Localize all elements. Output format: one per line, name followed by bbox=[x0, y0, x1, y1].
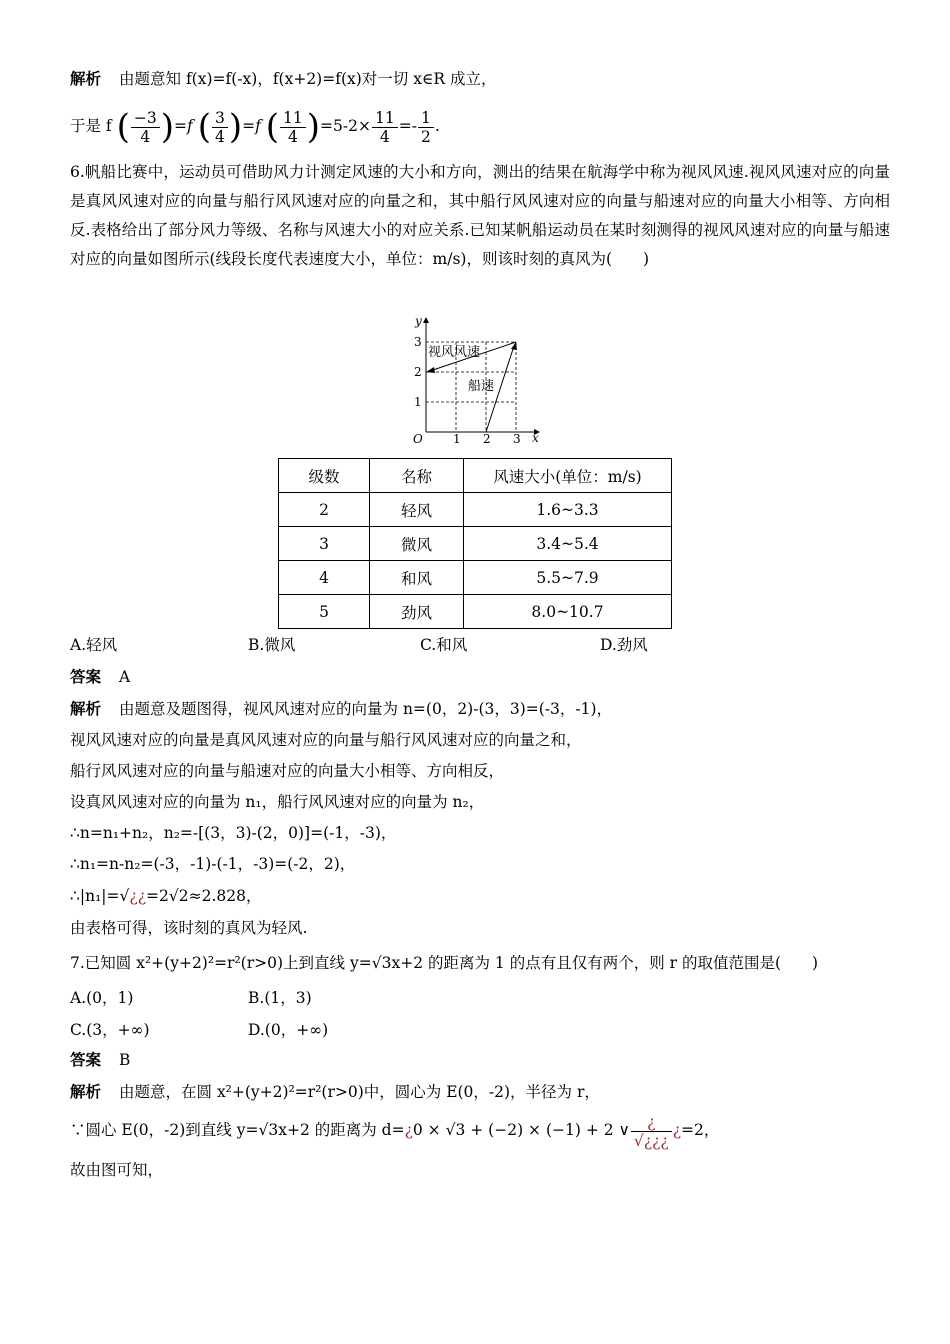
q7-solution-line-3: 故由图可知， bbox=[70, 1161, 164, 1179]
x-axis-label: x bbox=[532, 431, 539, 445]
table-cell: 和风 bbox=[370, 561, 464, 595]
table-cell: 5 bbox=[279, 595, 370, 629]
q6-solution-line-6: ∴n₁=n-n₂=(-3，-1)-(-1，-3)=(-2，2)， bbox=[70, 855, 356, 873]
y-tick-1: 1 bbox=[414, 395, 422, 409]
q6-solution-line-3: 船行风风速对应的向量与船速对应的向量大小相等、方向相反， bbox=[70, 762, 505, 780]
y-tick-3: 3 bbox=[414, 335, 422, 349]
q7-option-c: C.(3，+∞) bbox=[70, 1021, 150, 1039]
q6-answer-label: 答案 bbox=[70, 668, 102, 686]
table-cell: 2 bbox=[279, 493, 370, 527]
q6-option-c: C.和风 bbox=[420, 636, 468, 654]
wind-scale-table bbox=[278, 458, 672, 629]
q7-answer-line bbox=[70, 1049, 890, 1071]
q6-option-d: D.劲风 bbox=[600, 636, 648, 654]
table-row bbox=[279, 527, 672, 561]
garbled-fraction: $\frac{¿}{√¿¿¿}$ bbox=[631, 1113, 672, 1150]
garbled-symbol: ¿ bbox=[672, 1121, 682, 1139]
table-cell: 微风 bbox=[370, 527, 464, 561]
vector-figure bbox=[408, 312, 548, 448]
prev-solution-line-1 bbox=[70, 68, 890, 90]
table-header-row bbox=[279, 459, 672, 493]
q6-solution-line-4: 设真风风速对应的向量为 n₁，船行风风速对应的向量为 n₂， bbox=[70, 793, 485, 811]
prev-solution-line-2: 于是 f ( $\frac{-3}{4}$ )=f ( $\frac{3}{4}$ )=f ( $\frac{11}{4}$ )=5-2× $\frac{11}{4}$ =- $\frac{1}{2}$ . bbox=[70, 107, 440, 147]
apparent-wind-label: 视风风速 bbox=[428, 345, 481, 360]
question-6-text: 6.帆船比赛中，运动员可借助风力计测定风速的大小和方向，测出的结果在航海学中称为视风风速.视风风速对应的向量是真风风速对应的向量与船行风风速对应的向量之和，其中船行风风速对应的向量与船速对应的向量大小相等、方向相反.表格给出了部分风力等级、名称与风速大小的对应关系.已知某帆船运动员在某时刻测得的视风风速对应的向量与船速对应的向量如图所示(线段长度代表速度大小，单位：m/s)，则该时刻的真风为( ) bbox=[70, 163, 890, 268]
table-cell: 1.6~3.3 bbox=[464, 493, 672, 527]
apparent-wind-arrowhead bbox=[426, 367, 435, 373]
garbled-symbol: ¿ bbox=[404, 1121, 413, 1139]
fraction-3-over-4: $\frac{3}{4}$ bbox=[212, 109, 228, 146]
garbled-symbol: ¿¿ bbox=[129, 887, 147, 905]
q7-option-a: A.(0，1) bbox=[70, 989, 134, 1007]
q6-option-b: B.微风 bbox=[248, 636, 296, 654]
q6-solution-line-5: ∴n=n₁+n₂，n₂=-[(3，3)-(2，0)]=(-1，-3)， bbox=[70, 824, 397, 842]
q6-solution-label: 解析 bbox=[70, 700, 102, 718]
table-cell: 8.0~10.7 bbox=[464, 595, 672, 629]
prev-solution-prefix: 于是 f bbox=[70, 117, 112, 135]
q7-solution-line-2: ∵圆心 E(0，-2)到直线 y=√3x+2 的距离为 d=¿0 × √3 + (−2) × (−1) + 2 ∨ $\frac{¿}{√¿¿¿}$ ¿=2， bbox=[70, 1112, 720, 1150]
table-cell: 5.5~7.9 bbox=[464, 561, 672, 595]
y-tick-2: 2 bbox=[414, 365, 422, 379]
x-tick-2: 2 bbox=[483, 432, 491, 446]
table-cell: 3.4~5.4 bbox=[464, 527, 672, 561]
table-cell: 3 bbox=[279, 527, 370, 561]
origin-label: O bbox=[413, 432, 423, 446]
q6-option-a: A.轻风 bbox=[70, 636, 118, 654]
question-7-text: 7.已知圆 x²+(y+2)²=r²(r>0)上到直线 y=√3x+2 的距离为 1 的点有且仅有两个，则 r 的取值范围是( ) bbox=[70, 954, 819, 972]
table-header: 名称 bbox=[370, 459, 464, 493]
x-tick-1: 1 bbox=[453, 432, 461, 446]
q6-solution-line-1: 解析 由题意及题图得，视风风速对应的向量为 n=(0，2)-(3，3)=(-3，-1)， bbox=[70, 700, 613, 718]
q6-solution-line-2: 视风风速对应的向量是真风风速对应的向量与船行风风速对应的向量之和， bbox=[70, 731, 582, 749]
q6-solution-line-7: ∴|n₁|=√¿¿=2√2≈2.828， bbox=[70, 887, 262, 905]
table-row bbox=[279, 595, 672, 629]
table-row bbox=[279, 493, 672, 527]
x-tick-3: 3 bbox=[513, 432, 521, 446]
prev-solution-text: 由题意知 f(x)=f(-x)，f(x+2)=f(x)对一切 x∈R 成立， bbox=[119, 70, 497, 88]
prev-solution-label: 解析 bbox=[70, 70, 102, 88]
fraction-11-over-4: $\frac{11}{4}$ bbox=[280, 109, 306, 146]
table-cell: 轻风 bbox=[370, 493, 464, 527]
table-header: 级数 bbox=[279, 459, 370, 493]
y-axis-arrow bbox=[423, 317, 429, 323]
table-header: 风速大小(单位：m/s) bbox=[464, 459, 672, 493]
q7-solution-label: 解析 bbox=[70, 1083, 102, 1101]
q6-answer-line bbox=[70, 666, 890, 688]
q6-answer-value: A bbox=[119, 668, 131, 686]
table-row bbox=[279, 561, 672, 595]
fraction-11-over-4-b: $\frac{11}{4}$ bbox=[372, 109, 398, 146]
q6-solution-line-8: 由表格可得，该时刻的真风为轻风. bbox=[70, 919, 308, 937]
fraction-1-over-2: $\frac{1}{2}$ bbox=[418, 109, 434, 146]
fraction-neg3-over-4: $\frac{-3}{4}$ bbox=[131, 109, 160, 146]
y-axis-label: y bbox=[415, 314, 422, 328]
q7-solution-line-1: 解析 由题意，在圆 x²+(y+2)²=r²(r>0)中，圆心为 E(0，-2)，半径为 r， bbox=[70, 1083, 600, 1101]
q7-answer-label: 答案 bbox=[70, 1051, 102, 1069]
q7-answer-value: B bbox=[119, 1051, 131, 1069]
q7-option-b: B.(1，3) bbox=[248, 989, 312, 1007]
table-cell: 4 bbox=[279, 561, 370, 595]
q7-option-d: D.(0，+∞) bbox=[248, 1021, 329, 1039]
table-cell: 劲风 bbox=[370, 595, 464, 629]
boat-speed-label: 船速 bbox=[468, 379, 495, 394]
